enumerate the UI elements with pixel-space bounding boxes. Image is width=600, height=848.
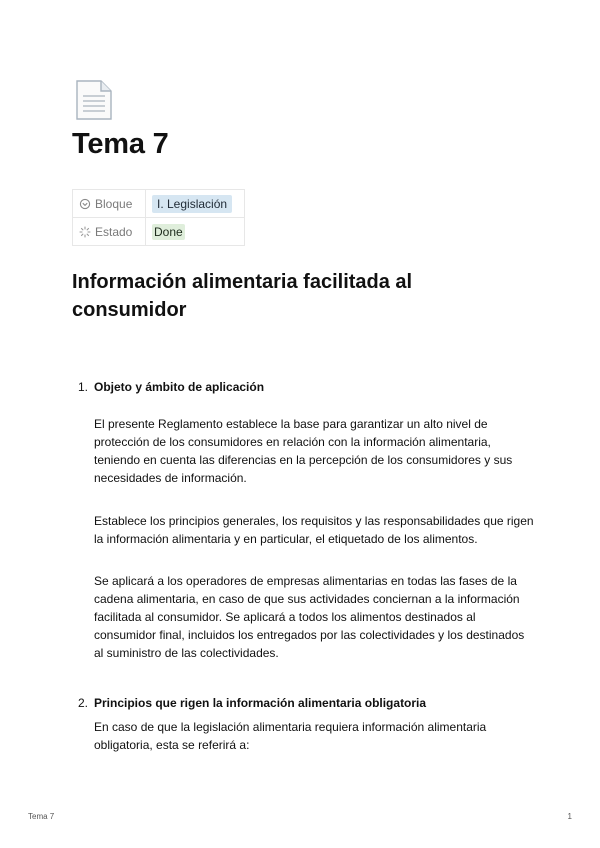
property-key-estado <box>73 218 146 246</box>
list-number: 1. <box>78 380 89 394</box>
paragraph: Establece los principios generales, los requisitos y las responsabilidades que rigen la información alimentaria y en particular, el etiquetado de los alimentos. <box>94 514 534 546</box>
status-tag[interactable]: Done <box>154 224 183 239</box>
list-item-title: Principios que rigen la información alimentaria obligatoria <box>94 696 427 710</box>
bloque-tag[interactable]: I. Legislación <box>152 195 232 213</box>
document-icon <box>74 79 114 121</box>
property-label: Bloque <box>95 196 133 211</box>
paragraph: El presente Reglamento establece la base para garantizar un alto nivel de protección de los consumidores en relación con la información alimentaria, teniendo en cuenta las diferencias en la percepción de los consumidores y sus necesidades de información. <box>94 417 513 485</box>
paragraph: Se aplicará a los operadores de empresas alimentarias en todas las fases de la cadena alimentaria, en caso de que sus actividades conciernan a la información facilitada al consumidor. Se aplicará a todos los alimentos destinados al consumidor final, incluidos los entregados por las colectividades y los destinados al suministro de las colectividades. <box>94 574 525 660</box>
select-icon <box>79 198 91 210</box>
paragraph: En caso de que la legislación alimentaria requiera información alimentaria obligatoria, esta se referirá a: <box>94 720 487 752</box>
list-item-title: Objeto y ámbito de aplicación <box>94 380 265 394</box>
status-icon <box>79 226 91 238</box>
page-title: Tema 7 <box>72 128 169 160</box>
properties-table <box>72 189 245 246</box>
page-number: 1 <box>567 812 572 821</box>
property-value-bloque[interactable] <box>146 190 245 218</box>
property-value-estado[interactable] <box>146 218 245 246</box>
list-number: 2. <box>78 696 89 710</box>
property-row-bloque <box>73 190 245 218</box>
footer-title: Tema 7 <box>28 812 55 821</box>
property-label: Estado <box>95 224 133 239</box>
section-heading: Información alimentaria facilitada al consumidor <box>72 271 413 321</box>
property-key-bloque <box>73 190 146 218</box>
property-row-estado <box>73 218 245 246</box>
